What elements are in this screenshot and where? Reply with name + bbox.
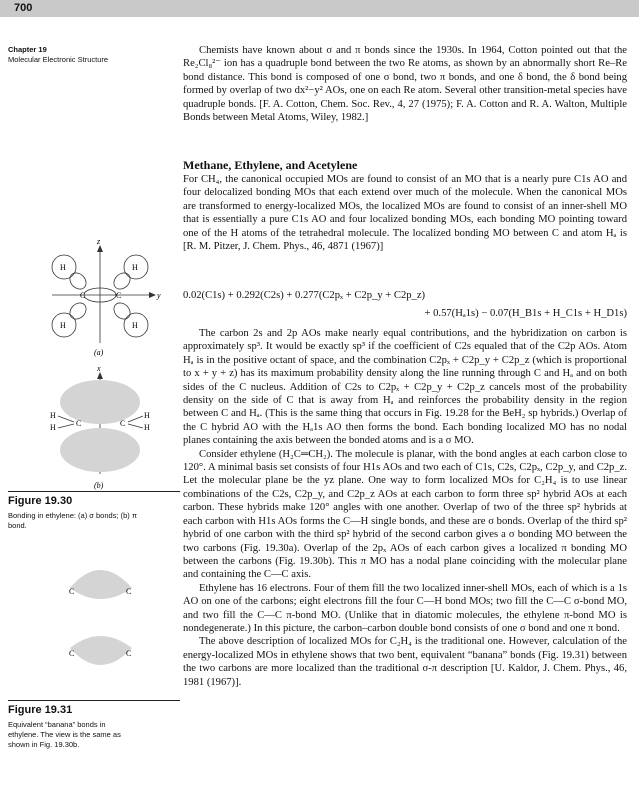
subfigure-label-b: (b) bbox=[94, 481, 104, 490]
x-axis-arrow bbox=[97, 372, 103, 379]
atom-label-c: C bbox=[120, 419, 126, 428]
figure-30a-diagram bbox=[40, 235, 180, 360]
chapter-marginal-label bbox=[8, 45, 183, 65]
figure-31-diagram bbox=[40, 552, 180, 682]
page-number: 700 bbox=[14, 2, 33, 14]
atom-label-c: C bbox=[76, 419, 82, 428]
methane-paragraph: For CH₄, the canonical occupied MOs are found to consist of an MO that is a nearly pure C1s AO and four delocalized bonding MOs that each extend over much of the molecule. When the canonical MOs are transformed to energy-localized MOs, the localized MOs are found to consist of an inner-shell MO that is essentially a pure C1s AO and four localized bonding MOs, each bonding MO pointing toward one of the H atoms of the tetrahedral molecule. The localized bonding MO between C and atom Hₐ is [R. M. Pitzer, J. Chem. Phys., 46, 4871 (1967)] bbox=[183, 174, 627, 253]
figure-30b-diagram bbox=[40, 362, 180, 492]
body-block bbox=[183, 327, 627, 689]
z-axis-arrow bbox=[97, 245, 103, 252]
atom-label-h: H bbox=[50, 411, 56, 420]
ch-bond-line bbox=[128, 424, 143, 428]
atom-label-h: H bbox=[50, 423, 56, 432]
atom-label-c: C bbox=[116, 291, 122, 300]
electron-count-paragraph: Ethylene has 16 electrons. Four of them fill the two localized inner-shell MOs, each of which is a 1s AO on one of the carbons; eight electrons fill the four C—H bond MOs; two fill the C—C σ-bond MO, and two fill the C—C π-bond MO. (Unlike that in diatomic molecules, the ethylene π-bond MO is nondegenerate.) In this picture, the carbon–carbon double bond consists of one σ bond and one π bond. bbox=[183, 582, 627, 634]
axis-label-x: x bbox=[97, 364, 101, 373]
pi-lobe-upper bbox=[60, 380, 140, 424]
localized-mo-equation bbox=[183, 287, 627, 323]
hybridization-paragraph: The carbon 2s and 2p AOs make nearly equal contributions, and the hybridization on carbon is approximately sp³. It would be exactly sp³ if the coefficient of C2s equaled that of the C2p AOs. Atom Hₐ is in the positive octant of space, and the combination C2pₓ + C2p_y + C2p_z (which is proportional to x + y + z) has its maximum probability density along the line running through C and Hₐ and on both sides of the C nucleus. Addition of C2s to C2pₓ + C2p_y + C2p_z cancels most of the probability density on the side of C that is away from Hₐ and reinforces the probability density in the region between C and Hₐ. (This is the same thing that occurs in Fig. 19.28 for the BeH₂ sp hybrids.) Overlap of the C hybrid AO with the Hₐ1s AO then forms the bond. Each bonding localized MO has no nodal planes containing the axis between the bonded atoms and is a σ MO. bbox=[183, 328, 627, 447]
atom-label-h: H bbox=[144, 411, 150, 420]
axis-label-z: z bbox=[97, 237, 101, 246]
subfigure-label-a: (a) bbox=[94, 348, 104, 357]
equation-line-2: + 0.57(Hₐ1s) − 0.07(H_B1s + H_C1s + H_D1s) bbox=[424, 308, 627, 319]
section-heading: Methane, Ethylene, and Acetylene bbox=[183, 158, 358, 172]
ch-bond-line bbox=[128, 416, 143, 422]
page-header-bar bbox=[0, 0, 639, 17]
atom-label-c: C bbox=[69, 587, 75, 596]
banana-bond-lower bbox=[70, 636, 132, 665]
intro-block bbox=[183, 44, 627, 124]
axis-label-y: y bbox=[157, 291, 161, 300]
figure-30-title: Figure 19.30 bbox=[8, 491, 180, 507]
atom-label-h: H bbox=[132, 321, 138, 330]
figure-31-title: Figure 19.31 bbox=[8, 700, 180, 716]
atom-label-h: H bbox=[60, 321, 66, 330]
y-axis-arrow bbox=[149, 292, 156, 298]
ethylene-paragraph: Consider ethylene (H₂C═CH₂). The molecule is planar, with the bond angles at each carbon close to 120°. A minimal basis set consists of four H1s AOs and two each of C1s, C2s, C2pₓ, C2p_y, and C2p_z. Let the molecular plane be the yz plane. One way to form localized MOs for C₂H₄ is to use linear combinations of the C2s, C2p_y, and C2p_z AOs at each carbon to form three sp² hybrid AOs at each carbon. These hybrids make 120° angles with one another. Overlap of two of the three sp² hybrids at each carbon with H1s AOs forms the C—H single bonds, and these are σ bonds. Overlap of the third sp² hybrid of one carbon with the third sp² hybrid of the second carbon gives a σ bonding MO between the two carbons (Fig. 19.30a). Overlap of the 2pₓ AOs of each carbon gives a localized π bonding MO between the carbons (Fig. 19.30b). This π MO has a nodal plane coinciding with the molecular plane and containing the C—C axis. bbox=[183, 448, 627, 581]
figure-31-caption: Equivalent “banana” bonds in ethylene. The view is the same as shown in Fig. 19.30b. bbox=[8, 720, 121, 749]
banana-bond-upper bbox=[70, 570, 132, 599]
atom-label-c: C bbox=[69, 649, 75, 658]
equation-line-1: 0.02(C1s) + 0.292(C2s) + 0.277(C2pₓ + C2p_y + C2p_z) bbox=[183, 290, 426, 301]
figure-30-caption: Bonding in ethylene: (a) σ bonds; (b) π bond. bbox=[8, 511, 138, 530]
atom-label-h: H bbox=[132, 263, 138, 272]
pi-lobe-lower bbox=[60, 428, 140, 472]
atom-label-h: H bbox=[60, 263, 66, 272]
atom-label-c: C bbox=[126, 587, 132, 596]
chapter-title: Molecular Electronic Structure bbox=[8, 55, 109, 64]
intro-paragraph: Chemists have known about σ and π bonds since the 1930s. In 1964, Cotton pointed out that the Re₂Cl₈²⁻ ion has a quadruple bond between the two Re atoms, as shown by an abnormally short Re–Re bond distance. This bond is composed of one σ bond, two π bonds, and one δ bond, the δ bond being formed by overlap of two dx²−y² AOs, one on each Re atom. Several other transition-metal species have quadruple bonds. [F. A. Cotton, Chem. Soc. Rev., 4, 27 (1975); F. A. Cotton and R. A. Walton, Multiple Bonds between Metal Atoms, Wiley, 1982.] bbox=[183, 45, 627, 124]
atom-label-c: C bbox=[80, 291, 86, 300]
banana-bond-paragraph: The above description of localized MOs for C₂H₄ is the traditional one. However, calculation of the energy-localized MOs in ethylene shows that two bent, equivalent “banana” bonds (Fig. 19.31) between the two carbons are more localized than the traditional σ-π description [U. Kaldor, J. Chem. Phys., 46, 1981 (1967)]. bbox=[183, 636, 627, 688]
ch-bond-line bbox=[58, 424, 74, 428]
chapter-label: Chapter 19 bbox=[8, 45, 47, 54]
atom-label-h: H bbox=[144, 423, 150, 432]
section-block bbox=[183, 157, 627, 253]
atom-label-c: C bbox=[126, 649, 132, 658]
